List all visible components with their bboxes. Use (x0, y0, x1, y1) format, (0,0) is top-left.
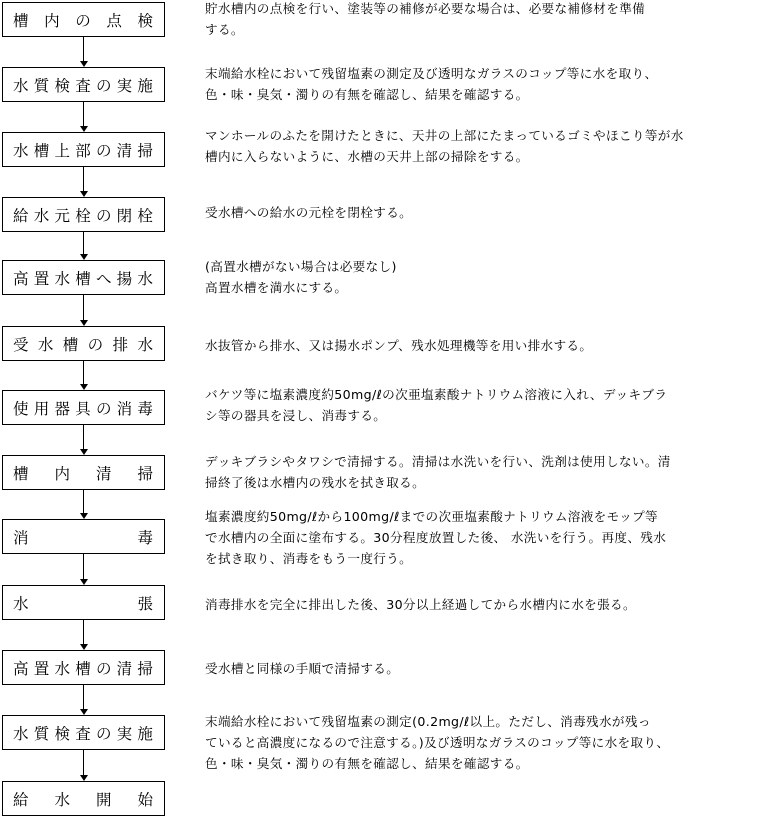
flow-step-label-char: 消 (116, 399, 134, 418)
flow-step-label-char: 水 (33, 206, 51, 225)
flow-connector-line (83, 425, 84, 449)
flow-step-label-char: 内 (54, 464, 71, 483)
flow-connector-line (83, 167, 84, 191)
flow-step-label (13, 74, 154, 96)
flow-step-description: 貯水槽内の点検を行い、塗装等の補修が必要な場合は、必要な補修材を準備 する。 (205, 1, 646, 37)
flow-step-label-char: 栓 (75, 206, 92, 225)
flow-step-label-char: 上 (54, 141, 71, 160)
flow-step-label-char: 水 (137, 335, 154, 354)
flow-step-label-char: 栓 (137, 206, 154, 225)
flow-step-label-char: 清 (116, 141, 134, 160)
flow-step-label-char: 器 (54, 399, 71, 418)
flow-connector-line (83, 361, 84, 384)
flow-step-label (13, 267, 154, 289)
flow-step-label-char: 槽 (75, 659, 92, 678)
flow-step-label-char: の (95, 724, 113, 743)
flow-step-description: マンホールのふたを開けたときに、天井の上部にたまっているゴミやほこり等が水 槽内に入らないように、水槽の天井上部の掃除をする。 (205, 128, 684, 164)
flow-step-label-char: 置 (33, 659, 51, 678)
flow-step-label-char: 置 (33, 269, 51, 288)
flow-step-label-char: の (95, 206, 113, 225)
flow-step-label-char: 検 (54, 76, 71, 95)
flow-step-label-char: 毒 (137, 399, 154, 418)
flow-step-description: 受水槽と同様の手順で清掃する。 (205, 661, 400, 676)
flow-step-label-char: 質 (33, 76, 51, 95)
flow-step-label (13, 397, 154, 419)
flow-step-box (2, 390, 165, 425)
flow-step-label-char: の (95, 76, 113, 95)
flow-step-label (13, 722, 154, 744)
flow-step-label-char: 始 (137, 790, 154, 809)
flow-step-label-char: 槽 (62, 335, 80, 354)
flow-step-box (2, 650, 165, 685)
flow-step-description: デッキブラシやタワシで清掃する。清掃は水洗いを行い、洗剤は使用しない。清 掃終了後は水槽内の残水を拭き取る。 (205, 454, 671, 490)
flow-connector-line (83, 37, 84, 61)
flow-step-description: 末端給水栓において残留塩素の測定及び透明なガラスのコップ等に水を取り、 色・味・臭気・濁りの有無を確認し、結果を確認する。 (205, 66, 658, 102)
flow-step-description: バケツ等に塩素濃度約50mg/ℓの次亜塩素酸ナトリウム溶液に入れ、デッキブラ シ等の器具を浸し、消毒する。 (205, 387, 668, 423)
flow-step-label-char: 質 (33, 724, 51, 743)
flow-step-label-char: 水 (137, 269, 154, 288)
flow-step-label (13, 592, 154, 614)
flow-step-label-char: 消 (13, 528, 30, 547)
flow-step-label (13, 657, 154, 679)
flow-step-label-char: 揚 (116, 269, 134, 288)
flow-step-label-char: の (95, 659, 113, 678)
flow-connector-line (83, 554, 84, 579)
flow-step-box (2, 585, 165, 620)
flow-step-label-char: 実 (116, 724, 134, 743)
flow-step-label-char: 使 (13, 399, 30, 418)
flow-step-label (13, 9, 154, 31)
flow-step-label-char: 給 (13, 206, 30, 225)
flow-step-label-char: へ (95, 269, 113, 288)
flow-step-label-char: 検 (54, 724, 71, 743)
flow-step-description: 水抜管から排水、又は揚水ポンプ、残水処理機等を用い排水する。 (205, 338, 593, 353)
flow-step-label-char: 元 (54, 206, 71, 225)
flow-step-box (2, 715, 165, 750)
flow-step-box (2, 197, 165, 232)
flow-step-label-char: 実 (116, 76, 134, 95)
flow-step-description: 末端給水栓において残留塩素の測定(0.2mg/ℓ以上。ただし、消毒残水が残っ ていると高濃度になるので注意する。)及び透明なガラスのコップ等に水を取り、 色・味・臭気・濁りの有無を確認し、結果を確認する。 (205, 714, 670, 771)
flow-step-label-char: 槽 (13, 11, 30, 30)
flow-step-label-char: 水 (54, 790, 71, 809)
flow-step-box (2, 326, 165, 361)
flow-connector-line (83, 490, 84, 513)
flow-step-box (2, 260, 165, 295)
flow-step-label-char: の (87, 335, 105, 354)
flow-connector-line (83, 232, 84, 254)
flow-step-label-char: 高 (13, 659, 30, 678)
flow-step-box (2, 781, 165, 816)
flow-step-box (2, 132, 165, 167)
flow-step-label-char: の (95, 141, 113, 160)
flow-step-label-char: 水 (13, 724, 30, 743)
flow-step-label-char: 掃 (137, 464, 154, 483)
flow-step-label-char: 用 (33, 399, 51, 418)
flow-connector-line (83, 295, 84, 320)
flow-step-label (13, 333, 154, 355)
flow-connector-line (83, 685, 84, 709)
flow-step-label (13, 462, 154, 484)
flow-step-label-char: 検 (137, 11, 154, 30)
flow-step-label-char: の (75, 11, 92, 30)
flow-step-label-char: 水 (13, 76, 30, 95)
flow-step-label-char: 清 (95, 464, 113, 483)
flow-step-label-char: 水 (13, 594, 30, 613)
flow-step-label-char: 槽 (13, 464, 30, 483)
flow-step-label (13, 526, 154, 548)
flow-step-label-char: 排 (112, 335, 130, 354)
flow-step-label-char: 内 (44, 11, 61, 30)
flow-step-label-char: 高 (13, 269, 30, 288)
flow-step-description: 塩素濃度約50mg/ℓから100mg/ℓまでの次亜塩素酸ナトリウム溶液をモップ等 で水槽内の全面に塗布する。30分程度放置した後、 水洗いを行う。再度、残水 を拭き取り、消毒をもう一度行う。 (205, 509, 667, 566)
flow-step-label-char: 水 (37, 335, 55, 354)
flow-step-description: 消毒排水を完全に排出した後、30分以上経過してから水槽内に水を張る。 (205, 597, 636, 612)
flow-step-label-char: 槽 (75, 269, 92, 288)
flow-step-label-char: 清 (116, 659, 134, 678)
flow-step-description: 受水槽への給水の元栓を閉栓する。 (205, 205, 413, 220)
flow-step-label-char: 張 (137, 594, 154, 613)
flow-step-label (13, 788, 154, 810)
flow-connector-line (83, 102, 84, 126)
flow-step-label-char: 水 (13, 141, 30, 160)
flow-step-label (13, 204, 154, 226)
flow-step-label-char: 給 (13, 790, 30, 809)
flow-connector-line (83, 750, 84, 775)
flow-step-label-char: 掃 (137, 659, 154, 678)
flow-step-label-char: 閉 (116, 206, 134, 225)
flow-step-label-char: 点 (106, 11, 123, 30)
flow-step-label-char: 査 (75, 76, 92, 95)
flow-step-label-char: 査 (75, 724, 92, 743)
flow-step-label-char: 掃 (137, 141, 154, 160)
flow-step-box (2, 519, 165, 554)
flow-step-label-char: 槽 (33, 141, 51, 160)
flow-step-label-char: 毒 (137, 528, 154, 547)
flow-step-label-char: 開 (95, 790, 113, 809)
flow-step-label (13, 139, 154, 161)
flow-step-box (2, 455, 165, 490)
flow-step-description: (高置水槽がない場合は必要なし) 高置水槽を満水にする。 (205, 259, 397, 295)
flow-step-label-char: 受 (13, 335, 30, 354)
flow-step-label-char: 水 (54, 659, 71, 678)
flow-step-label-char: 施 (137, 76, 154, 95)
flow-step-label-char: の (95, 399, 113, 418)
flow-step-box (2, 2, 165, 37)
flow-step-label-char: 水 (54, 269, 71, 288)
flow-step-label-char: 具 (75, 399, 92, 418)
flow-step-label-char: 部 (75, 141, 92, 160)
flow-step-box (2, 67, 165, 102)
flow-connector-line (83, 620, 84, 644)
flow-step-label-char: 施 (137, 724, 154, 743)
